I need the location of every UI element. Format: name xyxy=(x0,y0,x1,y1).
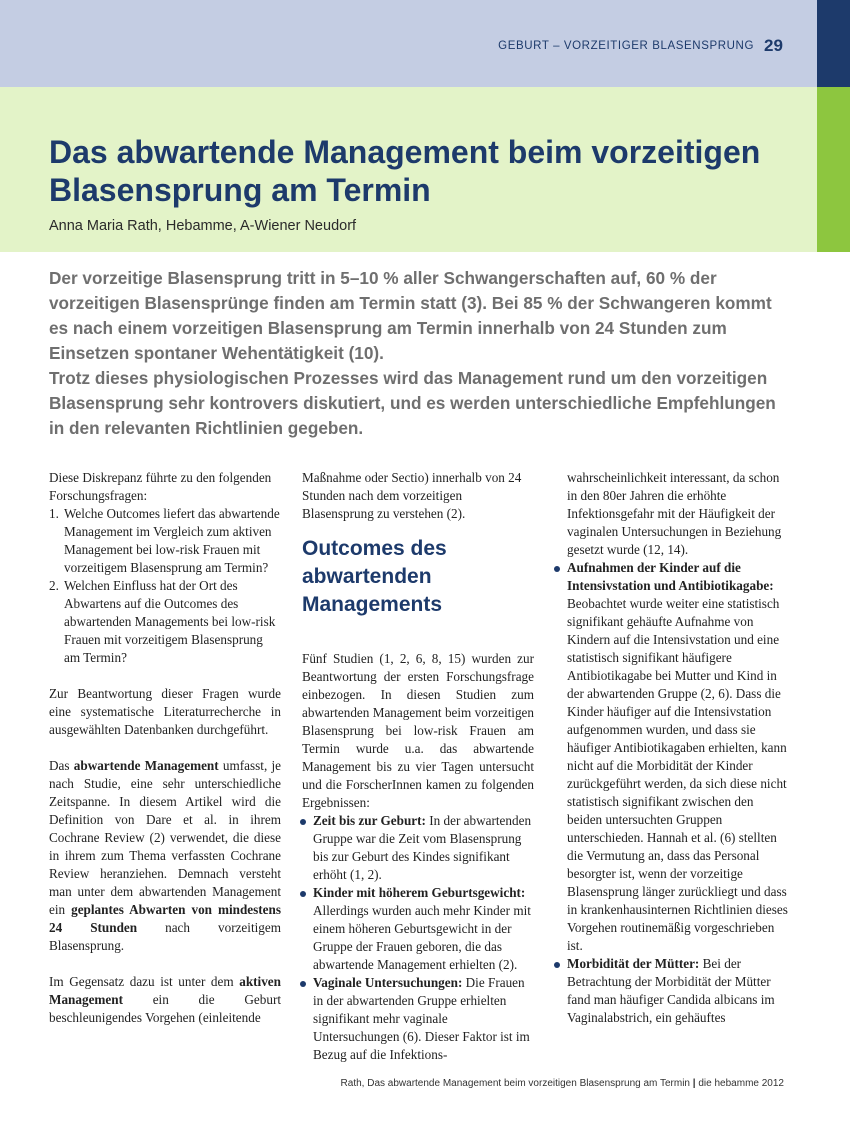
bullet-text: Allerdings wurden auch mehr Kinder mit einem höheren Geburtsgewicht in der Gruppe der Frauen geboren, die das abwartende Management erhielten (2). xyxy=(313,903,531,972)
section-heading: Outcomes des abwartenden Managements xyxy=(302,537,447,616)
text-run: nach vorzeitigem Blasensprung. xyxy=(49,920,281,953)
bullet-dot-icon xyxy=(300,981,306,987)
bold-term: abwartende Management xyxy=(73,758,219,773)
method-paragraph: Zur Beantwortung dieser Fragen wurde eine systematische Literaturrecherche in ausgewählten Datenbanken durchgeführt. xyxy=(49,686,281,737)
definition-paragraph xyxy=(49,757,281,955)
bullet-text: Die Frauen in der abwartenden Gruppe erhielten signifikant mehr vaginale Untersuchungen (6). Dieser Faktor ist im Bezug auf die Infektions- xyxy=(313,975,530,1062)
footer-journal: die hebamme 2012 xyxy=(698,1078,784,1089)
continued-paragraph: Maßnahme oder Sectio) innerhalb von 24 Stunden nach dem vorzeitigen Blasensprung zu verstehen (2). xyxy=(302,470,522,521)
footer-citation: Rath, Das abwartende Management beim vorzeitigen Blasensprung am Termin xyxy=(340,1078,690,1089)
text-run: Das xyxy=(49,758,74,773)
bullet-heading: Morbidität der Mütter: xyxy=(567,956,700,971)
bullet-item xyxy=(302,812,534,884)
question-2 xyxy=(49,577,281,667)
bullet-item xyxy=(556,559,788,955)
footer-separator: | xyxy=(692,1078,696,1089)
bold-term: aktiven Management xyxy=(49,974,281,1007)
column-3 xyxy=(556,469,788,1027)
bullet-text: Bei der Betrachtung der Morbidität der Mütter fand man häufiger Candida albicans im Vaginalabstrich, ein gehäuftes xyxy=(567,956,775,1025)
intro-paragraph: Diese Diskrepanz führte zu den folgenden Forschungsfragen: xyxy=(49,470,272,503)
active-management-paragraph xyxy=(49,973,281,1027)
bullet-item xyxy=(302,884,534,974)
bullet-heading: Zeit bis zur Geburt: xyxy=(313,813,426,828)
lead-text-1: Der vorzeitige Blasensprung tritt in 5–10 % aller Schwangerschaften auf, 60 % der vorzeitigen Blasensprünge finden am Termin statt (3). Bei 85 % der Schwangeren kommt es nach einem vorzeitigen Blasensprung am Termin innerhalb von 24 Stunden zum Einsetzen spontaner Wehentätigkeit (10). xyxy=(49,268,772,363)
bullet-item xyxy=(556,955,788,1027)
bullet-heading: Kinder mit höherem Geburtsgewicht: xyxy=(313,885,526,900)
question-text: Welche Outcomes liefert das abwartende Management im Vergleich zum aktiven Management bei low-risk Frauen mit vorzeitigem Blasensprung am Termin? xyxy=(64,506,280,575)
title-tab xyxy=(817,87,850,252)
question-number: 2. xyxy=(49,578,59,593)
text-run: umfasst, je nach Studie, eine sehr unterschiedliche Zeitspanne. In diesem Artikel wird die Definition von Dare et al. in ihrem Cochrane Review (2) verwendet, die diese in ihrem zum Thema verfassten Cochrane Review heranziehen. Demnach versteht man unter dem abwartenden Management ein xyxy=(49,758,282,917)
article-title: Das abwartende Management beim vorzeitigen Blasensprung am Termin xyxy=(49,134,761,208)
bullet-text: In der abwartenden Gruppe war die Zeit vom Blasensprung bis zur Geburt des Kindes signifikant erhöht (1, 2). xyxy=(313,813,532,882)
page-footer xyxy=(341,1078,784,1089)
bullet-heading: Vaginale Untersuchungen: xyxy=(313,975,463,990)
header-tab xyxy=(817,0,850,87)
bold-term: geplantes Abwarten von mindestens 24 Stunden xyxy=(49,902,281,935)
section-label: GEBURT – VORZEITIGER BLASENSPRUNG xyxy=(498,40,754,52)
bullet-dot-icon xyxy=(554,566,560,572)
question-text: Welchen Einfluss hat der Ort des Abwartens auf die Outcomes des abwartenden Managements bei low-risk Frauen mit vorzeitigem Blasensprung am Termin? xyxy=(64,578,276,665)
bullet-dot-icon xyxy=(300,819,306,825)
text-run: Im Gegensatz dazu ist unter dem xyxy=(49,974,240,989)
lead-paragraph xyxy=(49,266,791,441)
page-number: 29 xyxy=(764,36,783,55)
byline: Anna Maria Rath, Hebamme, A-Wiener Neudorf xyxy=(49,218,357,234)
question-1 xyxy=(49,505,281,577)
column-1 xyxy=(49,469,281,1027)
bullet-heading: Aufnahmen der Kinder auf die Intensivstation und Antibiotikagabe: xyxy=(567,560,774,593)
bullet-item xyxy=(302,974,534,1064)
continued-paragraph: wahrscheinlichkeit interessant, da schon in den 80er Jahren die erhöhte Infektionsgefahr mit der Häufigkeit der vaginalen Untersuchungen in Beziehung gesetzt wurde (12, 14). xyxy=(567,470,782,557)
studies-paragraph: Fünf Studien (1, 2, 6, 8, 15) wurden zur Beantwortung der ersten Forschungsfrage einbezogen. In diesen Studien zum abwartenden Management beim vorzeitigen Blasensprung bei low-risk Frauen am Termin wurde u.a. das abwartende Management bis zu vier Tagen untersucht und die ForscherInnen kamen zu folgenden Ergebnissen: xyxy=(302,651,534,810)
question-number: 1. xyxy=(49,506,59,521)
bullet-text: Beobachtet wurde weiter eine statistisch signifikant gehäufte Aufnahme von Kindern auf die Intensivstation und eine statistisch signifikant häufigere Antibiotikagabe bei Mutter und Kind in der abwartenden Gruppe (2, 6). Dass die Kinder häufiger auf die Intensivstation aufgenommen wurden, und dass sie häufiger Antibiotikagaben erhielten, kann nicht auf die Morbidität der Kinder zurückgeführt werden, da sich diese nicht statistisch signifikant zwischen den beiden untersuchten Gruppen unterschieden. Hannah et al. (6) stellten die Vermutung an, dass das Personal besorgter ist, wenn der vorzeitige Blasensprung länger zurückliegt und dass in krankenhausinternen Richtlinien dieses Vorgehen routinemäßig vorgeschrieben ist. xyxy=(567,596,788,953)
bullet-dot-icon xyxy=(554,962,560,968)
column-2 xyxy=(302,469,534,1064)
bullet-dot-icon xyxy=(300,891,306,897)
text-run: ein die Geburt beschleunigendes Vorgehen (einleitende xyxy=(49,992,281,1025)
lead-text-2: Trotz dieses physiologischen Prozesses wird das Management rund um den vorzeitigen Blasensprung sehr kontrovers diskutiert, und es werden unterschiedliche Empfehlungen in den relevanten Richtlinien gegeben. xyxy=(49,368,776,438)
